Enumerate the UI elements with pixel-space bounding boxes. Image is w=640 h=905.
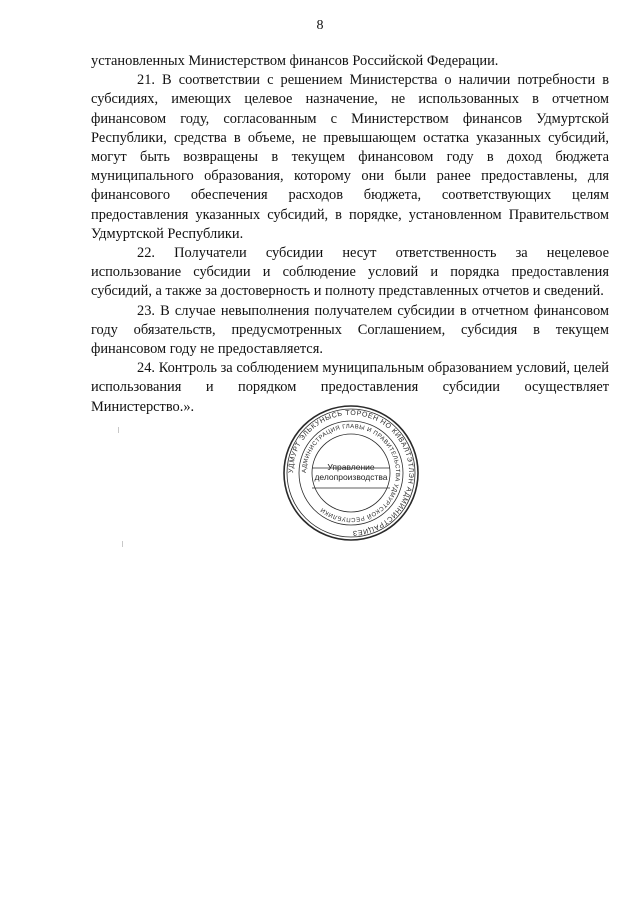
page-number: 8 [316, 18, 324, 33]
scan-artifact-mark [122, 541, 123, 547]
stamp-label [308, 462, 394, 484]
official-stamp [282, 404, 420, 542]
paragraph-item-22: 22. Получатели субсидии несут ответственность за нецелевое использование субсидии и соблюдение условий и порядка предоставления субсидий, а также за достоверность и полноту представленных отчетов и сведений. [91, 245, 609, 300]
document-body [91, 52, 609, 417]
stamp-outer-text: УДМУРТ ЭЛЬКУНЫСЬ ТӦРОЕН НО КИВАЛТЭТЛЭН АДМИНИСТРАЦИЕЗ [287, 409, 415, 537]
paragraph-continuation: установленных Министерством финансов Российской Федерации. [91, 53, 499, 69]
paragraph-item-21: 21. В соответствии с решением Министерства о наличии потребности в субсидиях, имеющих целевое назначение, не использованных в отчетном финансовом году, согласованным с Министерством финансов Удмуртской Республики, средства в объеме, не превышающем остатка указанных субсидий, могут быть возвращены в текущем финансовом году в доход бюджета муниципального образования, которому они были ранее предоставлены, для финансового обеспечения расходов бюджета, соответствующих целям предоставления указанных субсидий, в порядке, установленном Правительством Удмуртской Республики. [91, 72, 609, 242]
stamp-label-line2: делопроизводства [314, 472, 388, 482]
paragraph-item-23: 23. В случае невыполнения получателем субсидии в отчетном финансовом году обязательств, предусмотренных Соглашением, субсидия в текущем финансовом году не предоставляется. [91, 302, 609, 358]
scan-artifact-mark [118, 427, 119, 433]
stamp-label-line1: Управление [327, 462, 375, 472]
paragraph-item-24: 24. Контроль за соблюдением муниципальным образованием условий, целей использования и порядком предоставления субсидии осуществляет Министерство.». [91, 360, 609, 415]
stamp-inner-text: АДМИНИСТРАЦИЯ ГЛАВЫ И ПРАВИТЕЛЬСТВА УДМУРТСКОЙ РЕСПУБЛИКИ [301, 423, 401, 523]
